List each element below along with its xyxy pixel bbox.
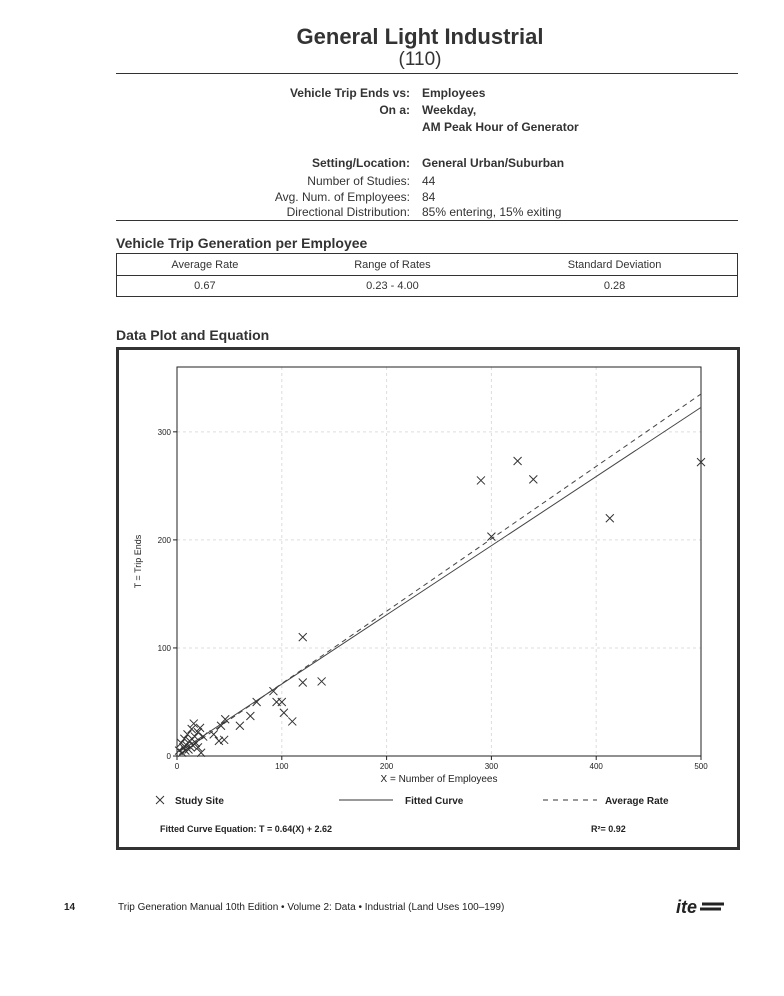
ite-logo-text: ite [676,897,698,917]
std-dev-value: 0.28 [492,276,737,297]
x-tick-label: 300 [484,762,499,771]
study-site-point [183,730,191,738]
title-divider [116,73,738,74]
fitted-equation: Fitted Curve Equation: T = 0.64(X) + 2.62 [160,824,333,834]
range-value: 0.23 - 4.00 [293,276,492,297]
study-site-point [477,476,485,484]
std-dev-header: Standard Deviation [492,254,737,276]
study-site-point [246,712,254,720]
r-squared: R²= 0.92 [591,824,626,834]
vs-label: Vehicle Trip Ends vs: [289,86,410,100]
x-tick-label: 100 [275,762,289,771]
study-site-point [236,722,244,730]
on-value-period: AM Peak Hour of Generator [422,120,579,134]
rates-header-row [117,254,738,276]
ite-logo [676,897,726,922]
setting-value: General Urban/Suburban [422,156,565,170]
page-title: General Light Industrial [296,24,544,49]
rates-section-title: Vehicle Trip Generation per Employee [116,235,368,251]
legend-fitted-label: Fitted Curve [405,796,464,807]
scatter-chart [119,350,737,847]
x-tick-label: 400 [589,762,603,771]
rates-value-row [117,276,738,297]
study-site-point [280,709,288,717]
ite-logo-graphic [676,897,726,917]
y-tick-label: 300 [157,427,171,437]
rates-table [116,253,738,297]
studies-label: Number of Studies: [307,174,410,188]
legend [156,796,669,807]
x-tick-label: 500 [694,762,708,771]
info-divider [116,220,738,221]
plot-frame [116,347,740,850]
x-tick-label: 0 [174,762,180,771]
study-site-point [220,736,228,744]
range-header: Range of Rates [293,254,492,276]
study-site-point [299,679,307,687]
study-site-point [299,633,307,641]
direction-label: Directional Distribution: [286,205,410,219]
plot-area [177,367,701,756]
direction-value: 85% entering, 15% exiting [422,205,562,219]
study-site-point [606,514,614,522]
footer-text: Trip Generation Manual 10th Edition • Volume 2: Data • Industrial (Land Uses 100–199) [118,902,505,913]
x-axis-label: X = Number of Employees [380,774,498,785]
x-tick-label: 200 [379,762,394,771]
plot-section-title: Data Plot and Equation [116,327,270,343]
legend-average-label: Average Rate [605,796,669,807]
y-tick-label: 100 [157,643,171,653]
on-value-day: Weekday, [422,103,477,117]
page-number: 14 [64,902,76,913]
study-site-point [529,475,537,483]
avg-employees-label: Avg. Num. of Employees: [274,190,410,204]
fitted-curve [179,407,701,751]
y-tick-label: 200 [157,535,171,545]
average-rate-value: 0.67 [117,276,293,297]
legend-study-label: Study Site [175,796,224,807]
setting-label: Setting/Location: [312,156,410,170]
y-tick-label: 0 [166,752,171,761]
study-site-point [288,717,296,725]
studies-value: 44 [422,174,436,188]
on-label: On a: [379,103,410,117]
average-rate-header: Average Rate [117,254,293,276]
avg-employees-value: 84 [422,190,436,204]
study-site-point [514,457,522,465]
vs-value: Employees [422,86,486,100]
study-site-point [199,733,207,741]
land-use-code: (110) [398,49,442,70]
y-axis-label: T = Trip Ends [133,534,143,589]
legend-study-marker [156,796,164,804]
study-site-point [215,737,223,745]
study-site-point [318,677,326,685]
study-site-point [210,730,218,738]
